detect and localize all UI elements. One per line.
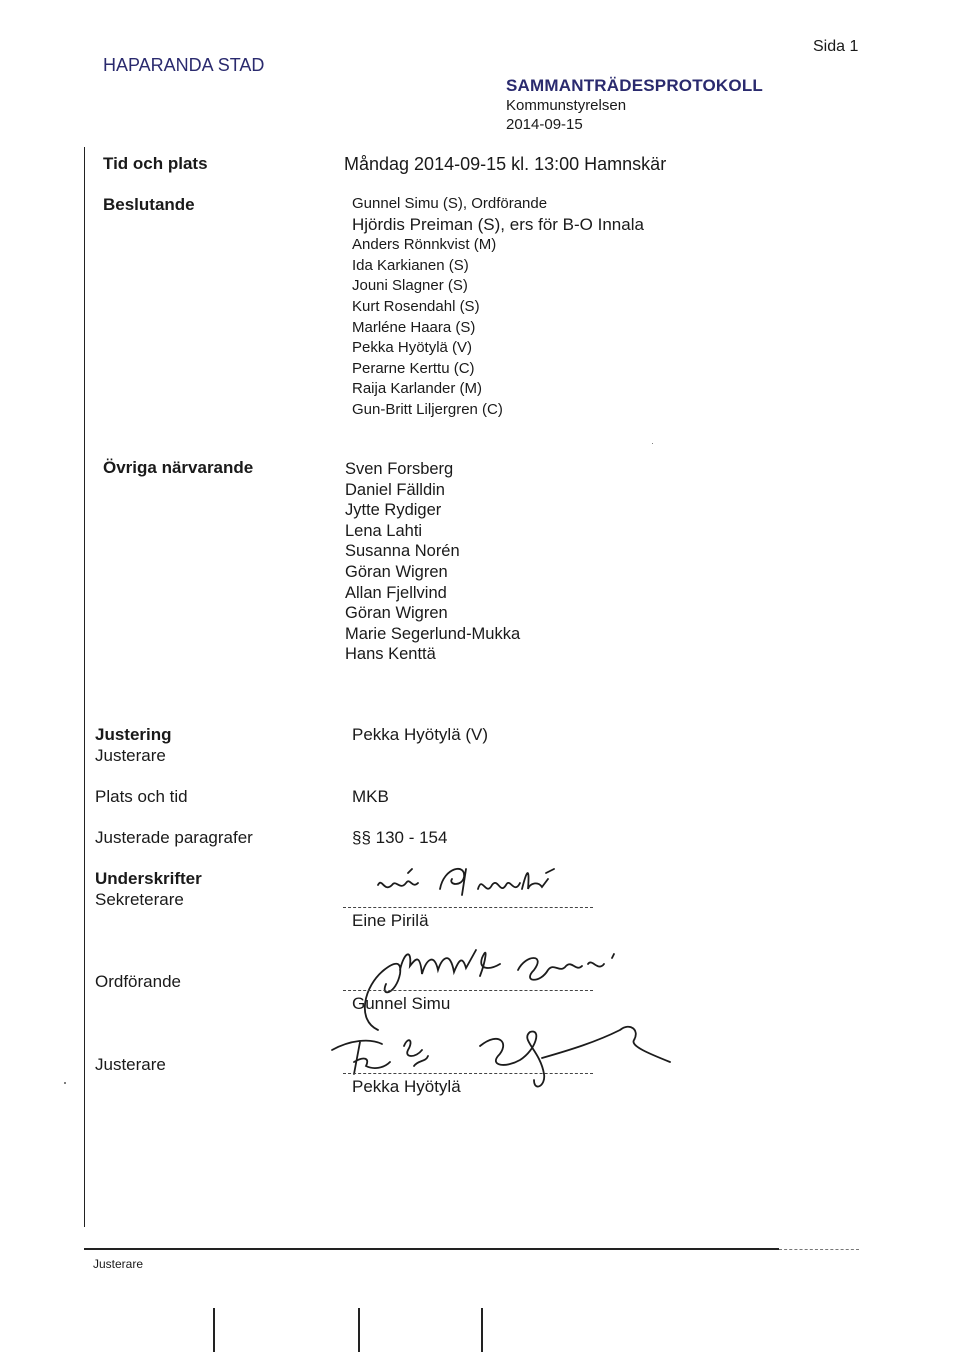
- adjuster-label: Justerare: [95, 746, 166, 765]
- page-number: Sida 1: [813, 38, 859, 55]
- board-name: Kommunstyrelsen: [506, 97, 627, 114]
- secretary-label: Sekreterare: [95, 890, 184, 909]
- time-place-value: Måndag 2014-09-15 kl. 13:00 Hamnskär: [344, 154, 667, 174]
- document-date: 2014-09-15: [506, 116, 583, 133]
- paragraphs-label: Justerade paragrafer: [95, 828, 253, 847]
- decision-makers-list: [352, 194, 644, 421]
- signatures-heading: Underskrifter: [95, 869, 202, 888]
- chair-signature-line: [343, 990, 593, 991]
- document-title: SAMMANTRÄDESPROTOKOLL: [506, 76, 763, 95]
- list-item: Hans Kenttä: [345, 645, 436, 664]
- list-item: Jytte Rydiger: [345, 501, 442, 520]
- list-item: Gunnel Simu (S), Ordförande: [352, 195, 548, 212]
- chair-name: Gunnel Simu: [352, 994, 451, 1013]
- scan-speck: [652, 443, 653, 444]
- others-present-label: Övriga närvarande: [103, 458, 254, 477]
- list-item: Sven Forsberg: [345, 460, 454, 478]
- adjuster-value: Pekka Hyötylä (V): [352, 725, 489, 744]
- adjuster-signature-line: [343, 1073, 593, 1074]
- footer-rule: [84, 1248, 779, 1250]
- list-item: Perarne Kerttu (C): [352, 359, 475, 377]
- adjuster-sign-name: Pekka Hyötylä: [352, 1077, 461, 1096]
- secretary-signature-line: [343, 907, 593, 908]
- footer-initial-box-divider: [213, 1308, 215, 1352]
- list-item: Daniel Fälldin: [345, 480, 445, 499]
- list-item: Ida Karkianen (S): [352, 256, 469, 274]
- footer-initial-box-divider: [358, 1308, 360, 1352]
- list-item: Susanna Norén: [345, 542, 460, 561]
- decision-makers-label: Beslutande: [103, 195, 195, 214]
- list-item: Kurt Rosendahl (S): [352, 297, 480, 315]
- place-time-value: MKB: [352, 787, 389, 806]
- list-item: Anders Rönnkvist (M): [352, 236, 497, 254]
- list-item: Jouni Slagner (S): [352, 277, 468, 295]
- place-time-label: Plats och tid: [95, 787, 188, 806]
- time-place-label: Tid och plats: [103, 154, 208, 173]
- others-present-list: [345, 459, 520, 665]
- chair-label: Ordförande: [95, 972, 181, 991]
- municipality-name: HAPARANDA STAD: [103, 55, 265, 75]
- list-item: Lena Lahti: [345, 521, 423, 540]
- paragraphs-value: §§ 130 - 154: [352, 828, 448, 847]
- scan-speck: [64, 1082, 66, 1084]
- footer-adjuster-label: Justerare: [93, 1257, 144, 1271]
- left-margin-rule: [84, 147, 85, 1227]
- list-item: Gun-Britt Liljergren (C): [352, 400, 503, 418]
- list-item: Raija Karlander (M): [352, 380, 483, 398]
- list-item: Hjördis Preiman (S), ers för B-O Innala: [352, 214, 644, 234]
- list-item: Pekka Hyötylä (V): [352, 339, 473, 357]
- list-item: Marie Segerlund-Mukka: [345, 624, 521, 643]
- secretary-signature: [370, 855, 590, 910]
- list-item: Allan Fjellvind: [345, 583, 447, 602]
- list-item: Göran Wigren: [345, 562, 448, 581]
- adjuster-sign-label: Justerare: [95, 1055, 166, 1074]
- adjustment-heading: Justering: [95, 725, 172, 744]
- list-item: Göran Wigren: [345, 604, 448, 623]
- secretary-name: Eine Pirilä: [352, 911, 429, 930]
- footer-initial-box-divider: [481, 1308, 483, 1352]
- footer-rule-dashed: [779, 1249, 859, 1250]
- list-item: Marléne Haara (S): [352, 318, 476, 336]
